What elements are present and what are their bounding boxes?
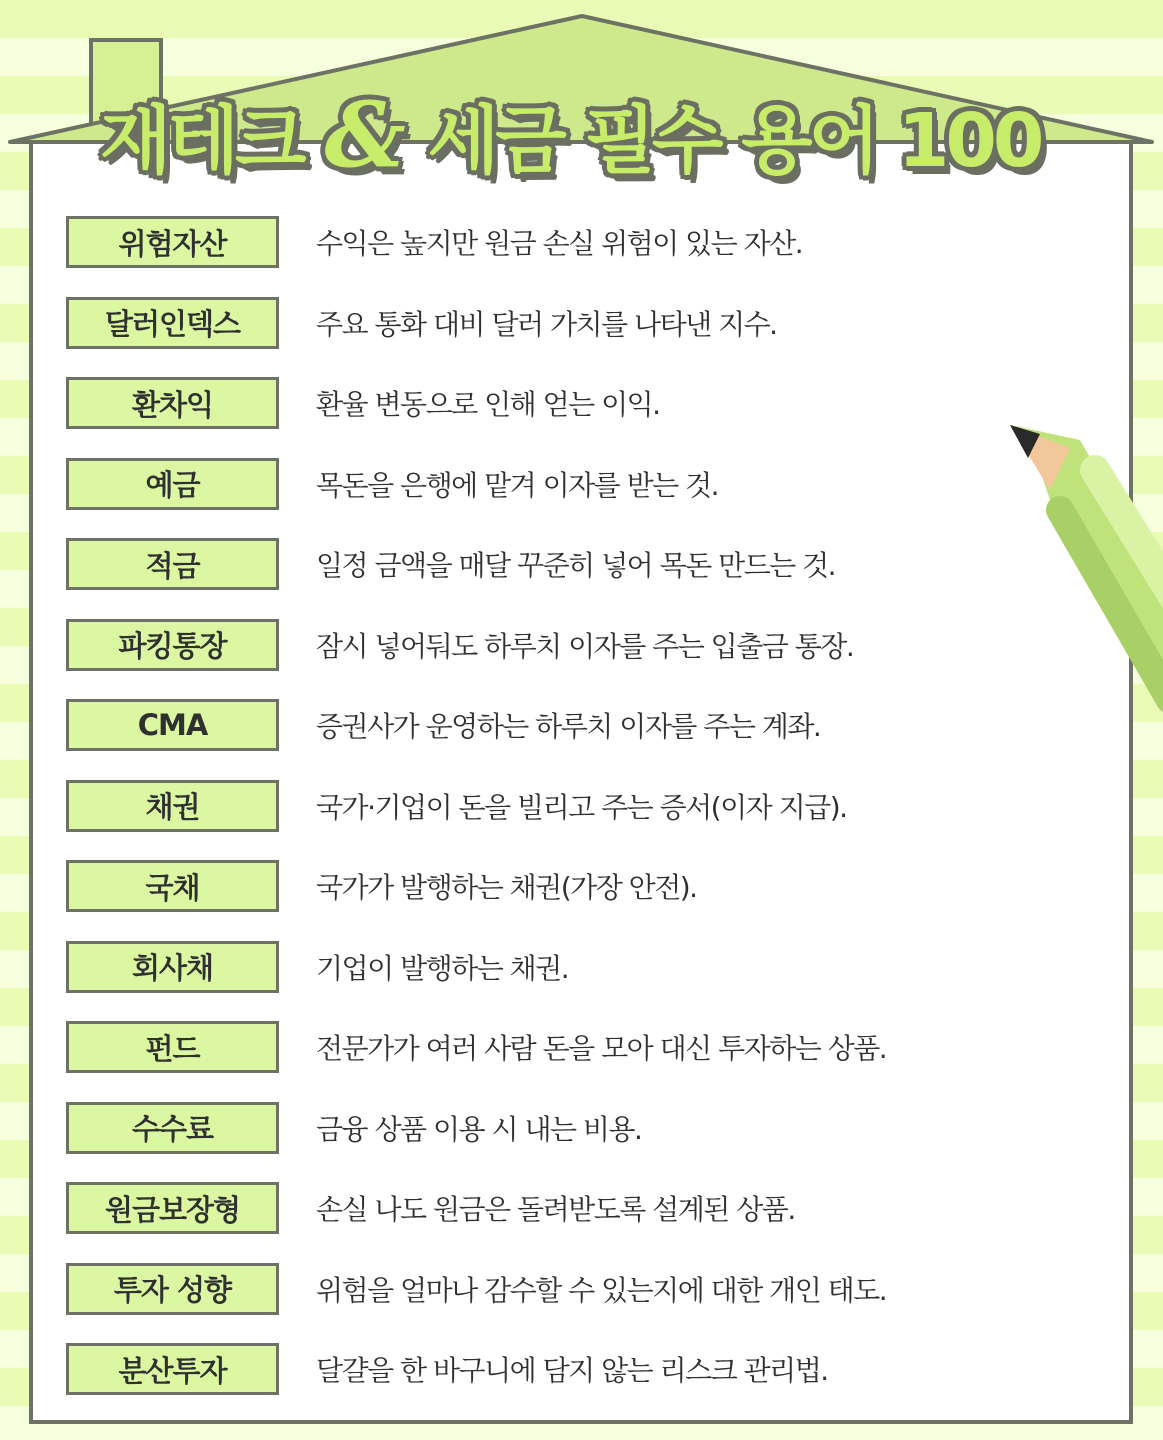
term-row — [66, 538, 1066, 590]
term-definition: 달걀을 한 바구니에 담지 않는 리스크 관리법. — [316, 1354, 828, 1387]
term-row — [66, 1102, 1066, 1154]
term-definition: 목돈을 은행에 맡겨 이자를 받는 것. — [316, 468, 719, 502]
term-label: 분산투자 — [66, 1343, 279, 1395]
term-label: 환차익 — [66, 377, 279, 429]
term-row — [66, 377, 1066, 429]
term-definition: 금융 상품 이용 시 내는 비용. — [316, 1112, 642, 1146]
term-definition: 증권사가 운영하는 하루치 이자를 주는 계좌. — [316, 710, 821, 743]
page-title — [100, 80, 1080, 190]
term-row — [66, 216, 1066, 268]
term-label: 펀드 — [66, 1021, 279, 1073]
term-definition: 위험을 얼마나 감수할 수 있는지에 대한 개인 태도. — [316, 1273, 887, 1307]
term-row — [66, 941, 1066, 993]
term-definition: 수익은 높지만 원금 손실 위험이 있는 자산. — [316, 227, 803, 260]
term-label: 달러인덱스 — [66, 297, 279, 349]
term-definition: 잠시 넣어둬도 하루치 이자를 주는 입출금 통장. — [316, 629, 854, 663]
term-row — [66, 619, 1066, 671]
term-row — [66, 1182, 1066, 1234]
title-part2: 세금 필수 용어 100 — [427, 98, 1041, 184]
term-definition: 국가·기업이 돈을 빌리고 주는 증서(이자 지급). — [316, 790, 847, 824]
term-row — [66, 1263, 1066, 1315]
title-ampersand: & — [324, 82, 406, 188]
term-definition: 국가가 발행하는 채권(가장 안전). — [316, 871, 697, 904]
title-part1: 재테크 — [100, 98, 303, 184]
term-row — [66, 297, 1066, 349]
term-definition: 기업이 발행하는 채권. — [316, 951, 569, 985]
term-label: 위험자산 — [66, 216, 279, 268]
term-row — [66, 458, 1066, 510]
term-row — [66, 780, 1066, 832]
term-definition: 전문가가 여러 사람 돈을 모아 대신 투자하는 상품. — [316, 1032, 887, 1065]
term-label: 국채 — [66, 860, 279, 912]
term-definition: 주요 통화 대비 달러 가치를 나타낸 지수. — [316, 307, 777, 341]
term-label: CMA — [66, 699, 279, 751]
term-label: 원금보장형 — [66, 1182, 279, 1234]
term-row — [66, 860, 1066, 912]
term-row — [66, 699, 1066, 751]
term-label: 회사채 — [66, 941, 279, 993]
term-label: 수수료 — [66, 1102, 279, 1154]
term-definition: 손실 나도 원금은 돌려받도록 설계된 상품. — [316, 1193, 795, 1226]
term-label: 적금 — [66, 538, 279, 590]
term-label: 채권 — [66, 780, 279, 832]
term-label: 파킹통장 — [66, 619, 279, 671]
term-label: 예금 — [66, 458, 279, 510]
term-definition: 일정 금액을 매달 꾸준히 넣어 목돈 만드는 것. — [316, 549, 836, 582]
term-definition: 환율 변동으로 인해 얻는 이익. — [316, 388, 660, 421]
term-row — [66, 1021, 1066, 1073]
term-label: 투자 성향 — [66, 1263, 279, 1315]
term-row — [66, 1343, 1066, 1395]
